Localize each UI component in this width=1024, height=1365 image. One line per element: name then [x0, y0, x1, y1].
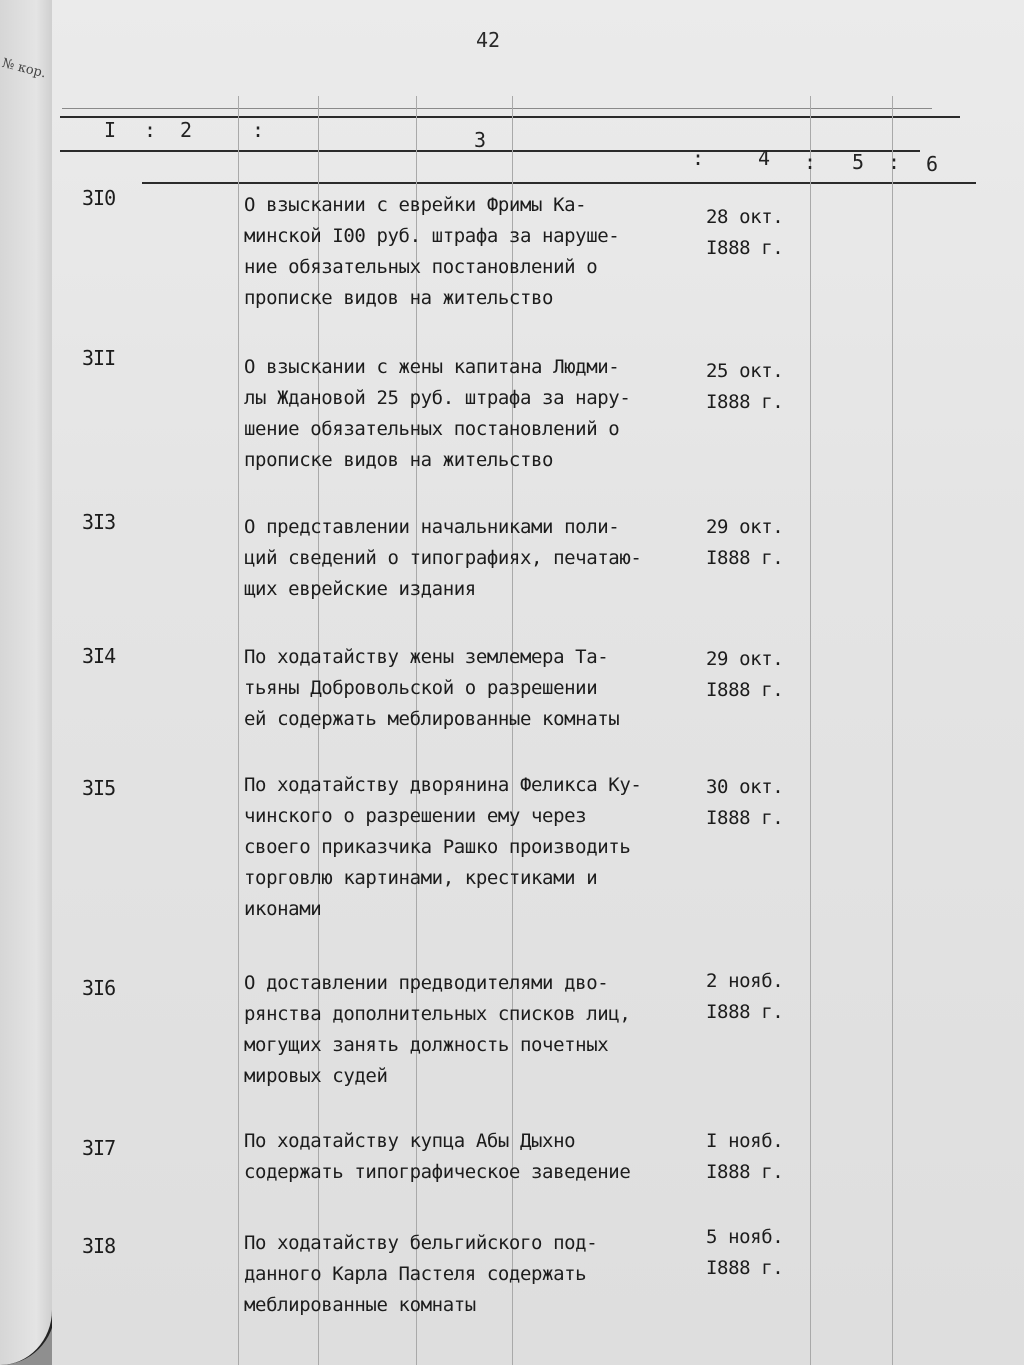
entry-date-day: I нояб.	[706, 1130, 784, 1152]
entry-line: По ходатайству бельгийского под-	[244, 1232, 598, 1254]
entry-line: ние обязательных постановлений о	[244, 256, 598, 278]
entry-date	[706, 1222, 836, 1284]
entry-number: 3I7	[82, 1136, 116, 1160]
header-mid-rule	[60, 150, 920, 152]
entry-title	[244, 770, 714, 925]
entry-line: рянства дополнительных списков лиц,	[244, 1003, 631, 1025]
document-sheet	[52, 0, 1024, 1365]
col-header-sep: :	[144, 118, 157, 142]
col-header-4: 4	[758, 146, 771, 170]
entry-line: По ходатайству купца Абы Дыхно	[244, 1130, 576, 1152]
entry-date-year: I888 г.	[706, 807, 784, 829]
entry-line: тьяны Добровольской о разрешении	[244, 677, 598, 699]
entry-line: мировых судей	[244, 1065, 388, 1087]
entry-date-day: 2 нояб.	[706, 970, 784, 992]
entry-date-year: I888 г.	[706, 1001, 784, 1023]
entry-line: шение обязательных постановлений о	[244, 418, 620, 440]
col-header-3: 3	[474, 128, 487, 152]
header-top-faint-rule	[62, 108, 932, 109]
entry-line: ций сведений о типографиях, печатаю-	[244, 547, 642, 569]
entry-title	[244, 968, 714, 1092]
entry-line: О взыскании с еврейки Фримы Ка-	[244, 194, 587, 216]
entry-date	[706, 966, 836, 1028]
entry-line: щих еврейские издания	[244, 578, 476, 600]
header-bottom-rule	[142, 182, 976, 184]
entry-line: прописке видов на жительство	[244, 449, 554, 471]
entry-date	[706, 644, 836, 706]
col-header-6: 6	[926, 152, 939, 176]
entry-date-day: 29 окт.	[706, 516, 784, 538]
entry-line: О взыскании с жены капитана Людми-	[244, 356, 620, 378]
col-header-sep: :	[252, 118, 265, 142]
entry-date-day: 28 окт.	[706, 206, 784, 228]
column-divider	[238, 96, 239, 1365]
entry-number: 3I5	[82, 776, 116, 800]
entry-date	[706, 1126, 836, 1188]
entry-date-day: 25 окт.	[706, 360, 784, 382]
entry-line: По ходатайству жены землемера Та-	[244, 646, 609, 668]
entry-title	[244, 642, 714, 735]
entry-title	[244, 352, 714, 476]
entry-line: содержать типографическое заведение	[244, 1161, 631, 1183]
entry-line: чинского о разрешении ему через	[244, 805, 587, 827]
entry-date-year: I888 г.	[706, 237, 784, 259]
entry-line: О доставлении предводителями дво-	[244, 972, 609, 994]
prev-page-label: № кор.	[0, 56, 48, 82]
entry-number: 3I0	[82, 186, 116, 210]
entry-date-day: 29 окт.	[706, 648, 784, 670]
entry-line: данного Карла Пастеля содержать	[244, 1263, 587, 1285]
entry-line: меблированные комнаты	[244, 1294, 476, 1316]
entry-date	[706, 772, 836, 834]
entry-date-year: I888 г.	[706, 1257, 784, 1279]
entry-date-year: I888 г.	[706, 679, 784, 701]
entry-number: 3I4	[82, 644, 116, 668]
entry-date-year: I888 г.	[706, 547, 784, 569]
entry-line: О представлении начальниками поли-	[244, 516, 620, 538]
header-top-rule	[60, 116, 960, 118]
entry-line: могущих занять должность почетных	[244, 1034, 609, 1056]
entry-number: 3II	[82, 346, 116, 370]
entry-line: По ходатайству дворянина Феликса Ку-	[244, 774, 642, 796]
page-number: 42	[476, 28, 501, 52]
entry-number: 3I6	[82, 976, 116, 1000]
entry-line: ей содержать меблированные комнаты	[244, 708, 620, 730]
entry-title	[244, 190, 714, 314]
column-divider	[892, 96, 893, 1365]
entry-date-day: 30 окт.	[706, 776, 784, 798]
col-header-1: I	[104, 118, 117, 142]
entry-date	[706, 202, 836, 264]
entry-number: 3I8	[82, 1234, 116, 1258]
entry-line: своего приказчика Рашко производить	[244, 836, 631, 858]
col-header-sep: :	[804, 150, 817, 174]
entry-title	[244, 1126, 714, 1188]
col-header-5: 5	[852, 150, 865, 174]
entry-title	[244, 1228, 714, 1321]
entry-line: лы Ждановой 25 руб. штрафа за нару-	[244, 387, 631, 409]
entry-number: 3I3	[82, 510, 116, 534]
col-header-sep: :	[888, 150, 901, 174]
entry-line: торговлю картинами, крестиками и	[244, 867, 598, 889]
entry-date-day: 5 нояб.	[706, 1226, 784, 1248]
entry-title	[244, 512, 714, 605]
entry-date	[706, 356, 836, 418]
previous-page-edge	[0, 0, 55, 1365]
entry-date-year: I888 г.	[706, 391, 784, 413]
col-header-sep: :	[692, 146, 705, 170]
entry-date	[706, 512, 836, 574]
entry-line: иконами	[244, 898, 322, 920]
col-header-2: 2	[180, 118, 193, 142]
entry-date-year: I888 г.	[706, 1161, 784, 1183]
entry-line: минской I00 руб. штрафа за наруше-	[244, 225, 620, 247]
entry-line: прописке видов на жительство	[244, 287, 554, 309]
